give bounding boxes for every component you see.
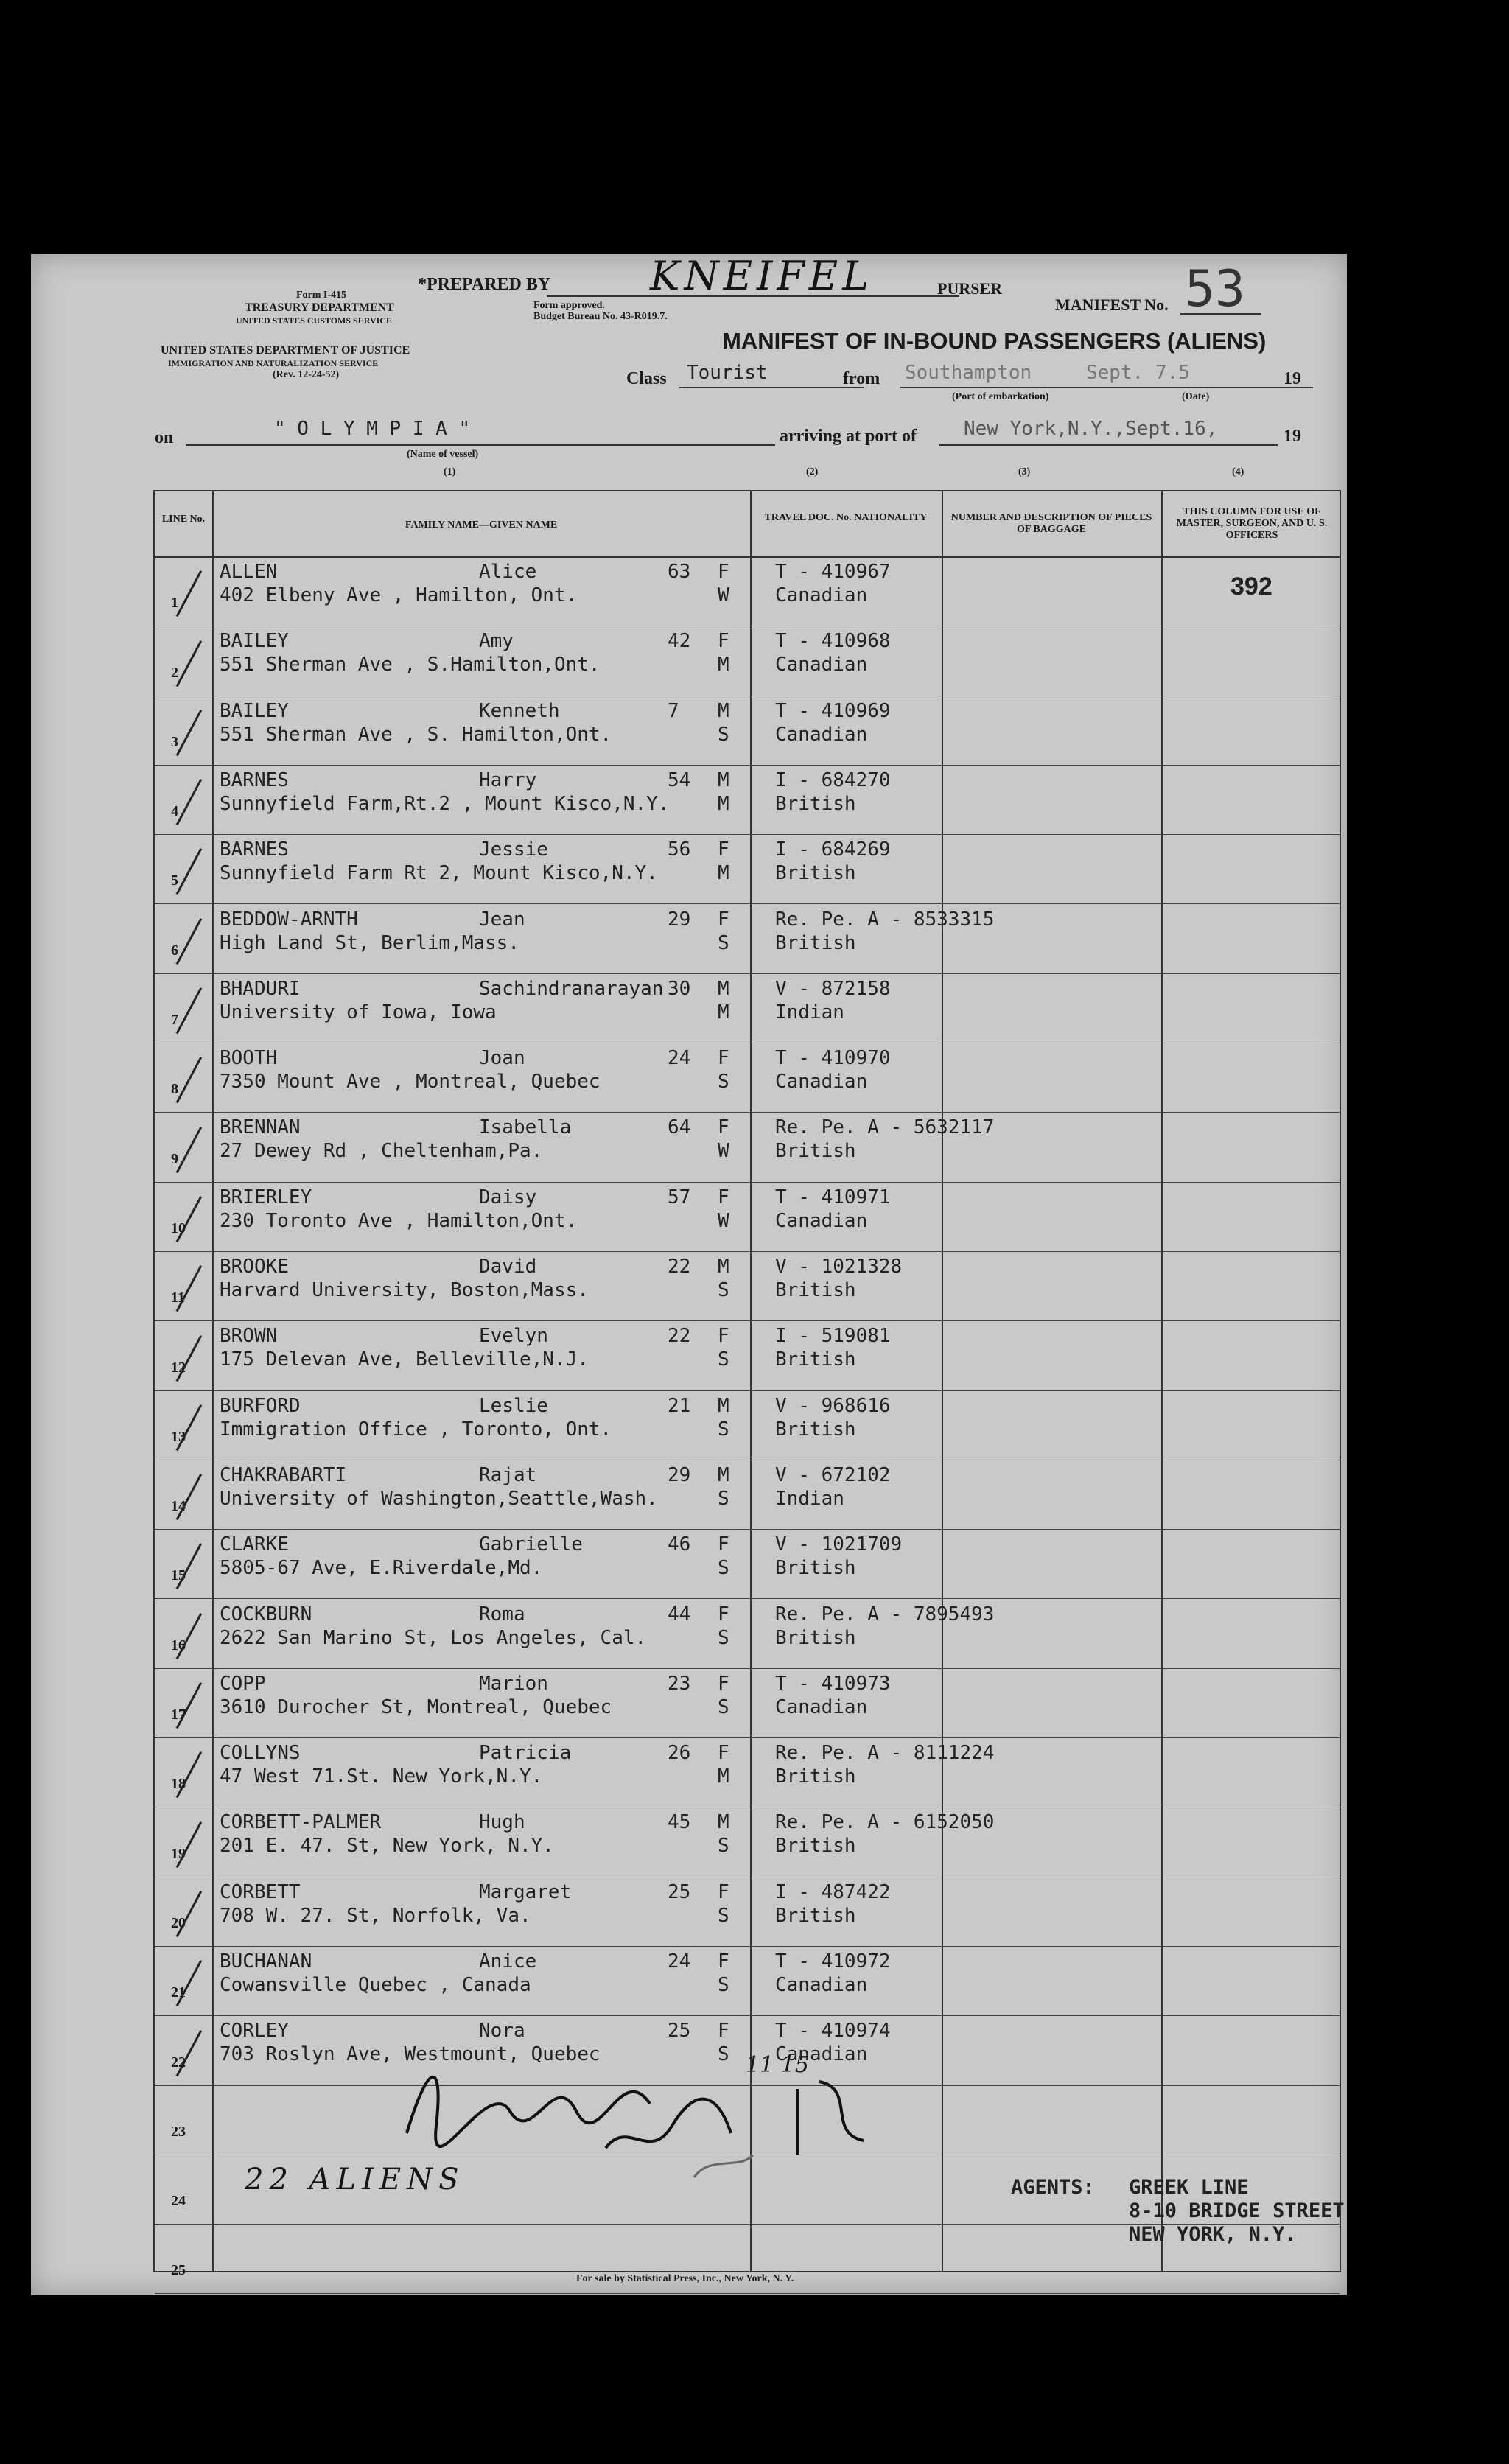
marital-status: W <box>718 1140 729 1163</box>
table-row <box>155 1251 1340 1320</box>
sex: M <box>718 1256 729 1278</box>
travel-doc-number: T - 410970 <box>775 1047 891 1070</box>
col-num-4: (4) <box>1232 466 1244 477</box>
check-mark-icon <box>176 1751 203 1798</box>
address: 551 Sherman Ave , S.Hamilton,Ont. <box>220 654 601 676</box>
family-name: CORLEY <box>220 2020 289 2043</box>
manifest-title: MANIFEST OF IN-BOUND PASSENGERS (ALIENS) <box>722 328 1267 354</box>
age: 25 <box>668 1880 691 1903</box>
form-number: Form I-415 <box>296 290 347 301</box>
check-mark-icon <box>176 2030 203 2076</box>
address: University of Washington,Seattle,Wash. <box>220 1487 658 1510</box>
travel-doc-number: T - 410967 <box>775 561 891 583</box>
from-date-value: Sept. 7.5 <box>1086 362 1190 384</box>
line-number: 6 <box>171 942 178 959</box>
marital-status: S <box>718 1487 729 1510</box>
line-number: 25 <box>171 2262 186 2279</box>
family-name: CLARKE <box>220 1533 289 1556</box>
table-row <box>155 556 1340 626</box>
address: 708 W. 27. St, Norfolk, Va. <box>220 1904 531 1927</box>
nationality: Canadian <box>775 1209 868 1232</box>
date-caption: (Date) <box>1182 391 1210 402</box>
check-mark-icon <box>176 1543 203 1589</box>
travel-doc-number: V - 672102 <box>775 1463 891 1486</box>
family-name: COCKBURN <box>220 1603 312 1625</box>
agents-line-2: 8-10 BRIDGE STREET <box>1129 2199 1345 2222</box>
sex: F <box>718 1672 729 1695</box>
line-number: 21 <box>171 1984 186 2001</box>
check-mark-icon <box>176 1682 203 1729</box>
header-name: FAMILY NAME—GIVEN NAME <box>405 519 558 531</box>
year-label-1: 19 <box>1284 369 1301 388</box>
age: 7 <box>668 699 679 722</box>
given-name: Gabrielle <box>479 1533 583 1556</box>
nationality: British <box>775 1557 856 1580</box>
travel-doc-number: I - 684270 <box>775 769 891 791</box>
marital-status: M <box>718 862 729 885</box>
address: Harvard University, Boston,Mass. <box>220 1279 589 1301</box>
check-mark-icon <box>176 1335 203 1382</box>
nationality: Canadian <box>775 723 868 746</box>
prepared-by-label: *PREPARED BY <box>418 275 551 294</box>
check-mark-icon <box>176 1891 203 1937</box>
family-name: BRIERLEY <box>220 1186 312 1208</box>
agents-line-1: GREEK LINE <box>1129 2176 1249 2199</box>
marital-status: S <box>718 1695 729 1718</box>
address: Cowansville Quebec , Canada <box>220 1974 531 1996</box>
age: 21 <box>668 1394 691 1417</box>
table-row <box>155 696 1340 765</box>
address: High Land St, Berlim,Mass. <box>220 931 519 954</box>
family-name: BHADURI <box>220 977 301 1000</box>
marital-status: M <box>718 654 729 676</box>
given-name: Joan <box>479 1047 525 1070</box>
travel-doc-number: T - 410968 <box>775 630 891 653</box>
age: 54 <box>668 769 691 791</box>
table-row <box>155 1460 1340 1529</box>
family-name: BROWN <box>220 1325 278 1348</box>
travel-doc-number: V - 968616 <box>775 1394 891 1417</box>
given-name: Rajat <box>479 1463 537 1486</box>
from-port-value: Southampton <box>905 362 1032 384</box>
marital-status: M <box>718 792 729 815</box>
given-name: Marion <box>479 1672 548 1695</box>
line-number: 8 <box>171 1081 178 1098</box>
age: 57 <box>668 1186 691 1208</box>
nationality: Canadian <box>775 2043 868 2066</box>
table-row <box>155 1877 1340 1946</box>
given-name: Jessie <box>479 839 548 861</box>
line-number: 23 <box>171 2123 186 2140</box>
family-name: CORBETT <box>220 1880 301 1903</box>
family-name: COLLYNS <box>220 1742 301 1765</box>
line-number: 13 <box>171 1428 186 1445</box>
travel-doc-number: I - 487422 <box>775 1880 891 1903</box>
table-row <box>155 973 1340 1043</box>
line-number: 17 <box>171 1707 186 1723</box>
travel-doc-number: Re. Pe. A - 6152050 <box>775 1811 995 1834</box>
table-row <box>155 626 1340 695</box>
nationality: Canadian <box>775 1071 868 1093</box>
sex: M <box>718 1811 729 1834</box>
agents-line-3: NEW YORK, N.Y. <box>1129 2223 1297 2246</box>
given-name: Sachindranarayan <box>479 977 664 1000</box>
age: 56 <box>668 839 691 861</box>
check-mark-icon <box>176 1196 203 1242</box>
nationality: Canadian <box>775 584 868 606</box>
class-value: Tourist <box>687 362 768 384</box>
age: 30 <box>668 977 691 1000</box>
age: 24 <box>668 1047 691 1070</box>
sex: M <box>718 977 729 1000</box>
manifest-sheet <box>31 254 1347 2295</box>
given-name: David <box>479 1256 537 1278</box>
time-note: 11 15 <box>746 2052 809 2078</box>
table-row <box>155 1320 1340 1390</box>
travel-doc-number: T - 410969 <box>775 699 891 722</box>
marital-status: S <box>718 1626 729 1649</box>
nationality: British <box>775 1140 856 1163</box>
nationality: British <box>775 1765 856 1788</box>
line-number: 24 <box>171 2193 186 2210</box>
nationality: British <box>775 862 856 885</box>
marital-status: S <box>718 1348 729 1371</box>
table-row <box>155 765 1340 834</box>
line-number: 14 <box>171 1498 186 1515</box>
line-number: 18 <box>171 1776 186 1793</box>
form-approved: Form approved. <box>533 300 605 311</box>
line-number: 10 <box>171 1219 186 1236</box>
family-name: COPP <box>220 1672 266 1695</box>
given-name: Daisy <box>479 1186 537 1208</box>
nationality: British <box>775 792 856 815</box>
aliens-count-note: 22 ALIENS <box>245 2163 465 2197</box>
travel-doc-number: Re. Pe. A - 8533315 <box>775 908 995 931</box>
dept-justice-sub: IMMIGRATION AND NATURALIZATION SERVICE <box>168 358 379 368</box>
marital-status: S <box>718 1835 729 1858</box>
check-mark-icon <box>176 1404 203 1451</box>
arriving-port-value: New York,N.Y.,Sept.16, <box>964 418 1218 440</box>
vessel-name: " O L Y M P I A " <box>274 418 471 440</box>
form-revision: (Rev. 12-24-52) <box>273 369 340 380</box>
address: 703 Roslyn Ave, Westmount, Quebec <box>220 2043 601 2066</box>
check-mark-icon <box>176 779 203 825</box>
given-name: Hugh <box>479 1811 525 1834</box>
col-num-1: (1) <box>444 466 456 477</box>
budget-bureau: Budget Bureau No. 43-R019.7. <box>533 311 668 322</box>
header-line-no: LINE No. <box>161 514 206 525</box>
marital-status: S <box>718 1974 729 1996</box>
nationality: Canadian <box>775 654 868 676</box>
nationality: British <box>775 1835 856 1858</box>
manifest-no-label: MANIFEST No. <box>1055 295 1169 314</box>
marital-status: S <box>718 931 729 954</box>
col-num-2: (2) <box>806 466 819 477</box>
check-mark-icon <box>176 1127 203 1173</box>
address: 402 Elbeny Ave , Hamilton, Ont. <box>220 584 578 606</box>
nationality: British <box>775 1626 856 1649</box>
address: Immigration Office , Toronto, Ont. <box>220 1418 612 1441</box>
on-label: on <box>155 428 174 447</box>
age: 25 <box>668 2020 691 2043</box>
check-mark-icon <box>176 640 203 687</box>
travel-doc-number: T - 410973 <box>775 1672 891 1695</box>
check-mark-icon <box>176 1474 203 1520</box>
travel-doc-number: Re. Pe. A - 8111224 <box>775 1742 995 1765</box>
age: 22 <box>668 1256 691 1278</box>
check-mark-icon <box>176 1057 203 1103</box>
sex: F <box>718 1325 729 1348</box>
table-row <box>155 1529 1340 1598</box>
line-number: 19 <box>171 1845 186 1862</box>
address: University of Iowa, Iowa <box>220 1001 497 1023</box>
family-name: ALLEN <box>220 561 278 583</box>
travel-doc-number: V - 1021328 <box>775 1256 903 1278</box>
address: Sunnyfield Farm,Rt.2 , Mount Kisco,N.Y. <box>220 792 670 815</box>
address: 230 Toronto Ave , Hamilton,Ont. <box>220 1209 578 1232</box>
purser-label: PURSER <box>937 279 1003 298</box>
family-name: BARNES <box>220 769 289 791</box>
age: 24 <box>668 1950 691 1973</box>
check-mark-icon <box>176 570 203 617</box>
given-name: Evelyn <box>479 1325 548 1348</box>
nationality: British <box>775 1418 856 1441</box>
marital-status: S <box>718 1904 729 1927</box>
table-row <box>155 1599 1340 1668</box>
age: 23 <box>668 1672 691 1695</box>
travel-doc-number: Re. Pe. A - 5632117 <box>775 1116 995 1139</box>
check-mark-icon <box>176 710 203 756</box>
from-label: from <box>843 369 880 388</box>
age: 29 <box>668 908 691 931</box>
marital-status: S <box>718 1071 729 1093</box>
sex: F <box>718 1950 729 1973</box>
table-row <box>155 1737 1340 1807</box>
line-number: 20 <box>171 1914 186 1931</box>
family-name: BURFORD <box>220 1394 301 1417</box>
line-number: 9 <box>171 1150 178 1167</box>
given-name: Alice <box>479 561 537 583</box>
sex: M <box>718 1394 729 1417</box>
check-mark-icon <box>176 848 203 895</box>
sex: F <box>718 1047 729 1070</box>
sex: F <box>718 561 729 583</box>
line-number: 7 <box>171 1012 178 1029</box>
prepared-by-signature: KNEIFEL <box>650 253 874 299</box>
sex: F <box>718 1880 729 1903</box>
sex: F <box>718 1533 729 1556</box>
dept-treasury-sub: UNITED STATES CUSTOMS SERVICE <box>236 315 392 326</box>
age: 26 <box>668 1742 691 1765</box>
address: 3610 Durocher St, Montreal, Quebec <box>220 1695 612 1718</box>
sex: F <box>718 1186 729 1208</box>
nationality: British <box>775 1904 856 1927</box>
sex: F <box>718 839 729 861</box>
table-row <box>155 904 1340 973</box>
given-name: Leslie <box>479 1394 548 1417</box>
given-name: Jean <box>479 908 525 931</box>
given-name: Margaret <box>479 1880 572 1903</box>
line-number: 11 <box>171 1289 185 1306</box>
line-number: 4 <box>171 803 178 820</box>
header-baggage: NUMBER AND DESCRIPTION OF PIECES OF BAGGAGE <box>950 512 1152 535</box>
travel-doc-number: Re. Pe. A - 7895493 <box>775 1603 995 1625</box>
table-row <box>155 1946 1340 2015</box>
marital-status: S <box>718 1557 729 1580</box>
given-name: Kenneth <box>479 699 560 722</box>
check-mark-icon <box>176 1265 203 1312</box>
dept-justice: UNITED STATES DEPARTMENT OF JUSTICE <box>161 344 410 357</box>
family-name: BAILEY <box>220 699 289 722</box>
line-number: 22 <box>171 2054 186 2071</box>
family-name: CHAKRABARTI <box>220 1463 347 1486</box>
address: 551 Sherman Ave , S. Hamilton,Ont. <box>220 723 612 746</box>
marital-status: W <box>718 584 729 606</box>
arriving-label: arriving at port of <box>780 427 917 446</box>
sex: F <box>718 630 729 653</box>
sex: M <box>718 769 729 791</box>
sex: F <box>718 1742 729 1765</box>
line-number: 12 <box>171 1359 186 1376</box>
check-mark-icon <box>176 918 203 965</box>
given-name: Harry <box>479 769 537 791</box>
nationality: British <box>775 1279 856 1301</box>
given-name: Nora <box>479 2020 525 2043</box>
table-row <box>155 834 1340 903</box>
binder-hole <box>65 2358 103 2396</box>
marital-status: S <box>718 2043 729 2066</box>
travel-doc-number: T - 410974 <box>775 2020 891 2043</box>
col-num-3: (3) <box>1018 466 1031 477</box>
travel-doc-number: V - 1021709 <box>775 1533 903 1556</box>
line-number: 5 <box>171 872 178 889</box>
line-number: 1 <box>171 595 178 612</box>
address: 175 Delevan Ave, Belleville,N.J. <box>220 1348 589 1371</box>
sex: F <box>718 1603 729 1625</box>
address: 5805-67 Ave, E.Riverdale,Md. <box>220 1557 543 1580</box>
header-travel-doc: TRAVEL DOC. No. NATIONALITY <box>764 512 928 523</box>
line-number: 2 <box>171 664 178 681</box>
marital-status: M <box>718 1765 729 1788</box>
given-name: Patricia <box>479 1742 572 1765</box>
age: 29 <box>668 1463 691 1486</box>
given-name: Isabella <box>479 1116 572 1139</box>
table-row <box>155 1112 1340 1181</box>
address: 7350 Mount Ave , Montreal, Quebec <box>220 1071 601 1093</box>
nationality: Canadian <box>775 1695 868 1718</box>
line-number: 3 <box>171 733 178 750</box>
table-row <box>155 1043 1340 1112</box>
address: Sunnyfield Farm Rt 2, Mount Kisco,N.Y. <box>220 862 658 885</box>
agents-label: AGENTS: <box>1011 2176 1095 2199</box>
sex: M <box>718 1463 729 1486</box>
given-name: Roma <box>479 1603 525 1625</box>
sex: F <box>718 908 729 931</box>
marital-status: W <box>718 1209 729 1232</box>
officer-count: 392 <box>1230 573 1272 601</box>
address: 27 Dewey Rd , Cheltenham,Pa. <box>220 1140 543 1163</box>
line-number: 16 <box>171 1637 186 1653</box>
family-name: BROOKE <box>220 1256 289 1278</box>
family-name: CORBETT-PALMER <box>220 1811 382 1834</box>
marital-status: S <box>718 723 729 746</box>
family-name: BARNES <box>220 839 289 861</box>
manifest-number: 53 <box>1185 260 1245 318</box>
family-name: BAILEY <box>220 630 289 653</box>
nationality: Indian <box>775 1001 844 1023</box>
nationality: Canadian <box>775 1974 868 1996</box>
nationality: Indian <box>775 1487 844 1510</box>
marital-status: S <box>718 1279 729 1301</box>
sex: M <box>718 699 729 722</box>
sex: F <box>718 1116 729 1139</box>
travel-doc-number: T - 410972 <box>775 1950 891 1973</box>
table-row <box>155 1390 1340 1460</box>
vessel-caption: (Name of vessel) <box>407 449 479 460</box>
given-name: Amy <box>479 630 514 653</box>
sex: F <box>718 2020 729 2043</box>
family-name: BEDDOW-ARNTH <box>220 908 358 931</box>
marital-status: M <box>718 1001 729 1023</box>
age: 45 <box>668 1811 691 1834</box>
age: 64 <box>668 1116 691 1139</box>
check-mark-icon <box>176 987 203 1034</box>
address: 201 E. 47. St, New York, N.Y. <box>220 1835 554 1858</box>
age: 22 <box>668 1325 691 1348</box>
age: 44 <box>668 1603 691 1625</box>
check-mark-icon <box>176 1613 203 1659</box>
age: 46 <box>668 1533 691 1556</box>
travel-doc-number: V - 872158 <box>775 977 891 1000</box>
check-mark-icon <box>176 1960 203 2006</box>
travel-doc-number: I - 684269 <box>775 839 891 861</box>
dept-treasury: TREASURY DEPARTMENT <box>245 301 394 314</box>
class-label: Class <box>626 369 667 388</box>
address: 2622 San Marino St, Los Angeles, Cal. <box>220 1626 647 1649</box>
address: 47 West 71.St. New York,N.Y. <box>220 1765 543 1788</box>
family-name: BUCHANAN <box>220 1950 312 1973</box>
check-mark-icon <box>176 1821 203 1868</box>
printer-footer: For sale by Statistical Press, Inc., New York, N. Y. <box>576 2273 794 2284</box>
marital-status: S <box>718 1418 729 1441</box>
port-embarkation-caption: (Port of embarkation) <box>952 391 1049 402</box>
header-officers: THIS COLUMN FOR USE OF MASTER, SURGEON, AND U. S. OFFICERS <box>1176 506 1328 541</box>
line-number: 15 <box>171 1567 186 1584</box>
table-row <box>155 1668 1340 1737</box>
age: 42 <box>668 630 691 653</box>
age: 63 <box>668 561 691 583</box>
nationality: British <box>775 931 856 954</box>
family-name: BRENNAN <box>220 1116 301 1139</box>
year-label-2: 19 <box>1284 427 1301 446</box>
table-row <box>155 1807 1340 1876</box>
table-row <box>155 1182 1340 1251</box>
travel-doc-number: I - 519081 <box>775 1325 891 1348</box>
family-name: BOOTH <box>220 1047 278 1070</box>
nationality: British <box>775 1348 856 1371</box>
travel-doc-number: T - 410971 <box>775 1186 891 1208</box>
given-name: Anice <box>479 1950 537 1973</box>
